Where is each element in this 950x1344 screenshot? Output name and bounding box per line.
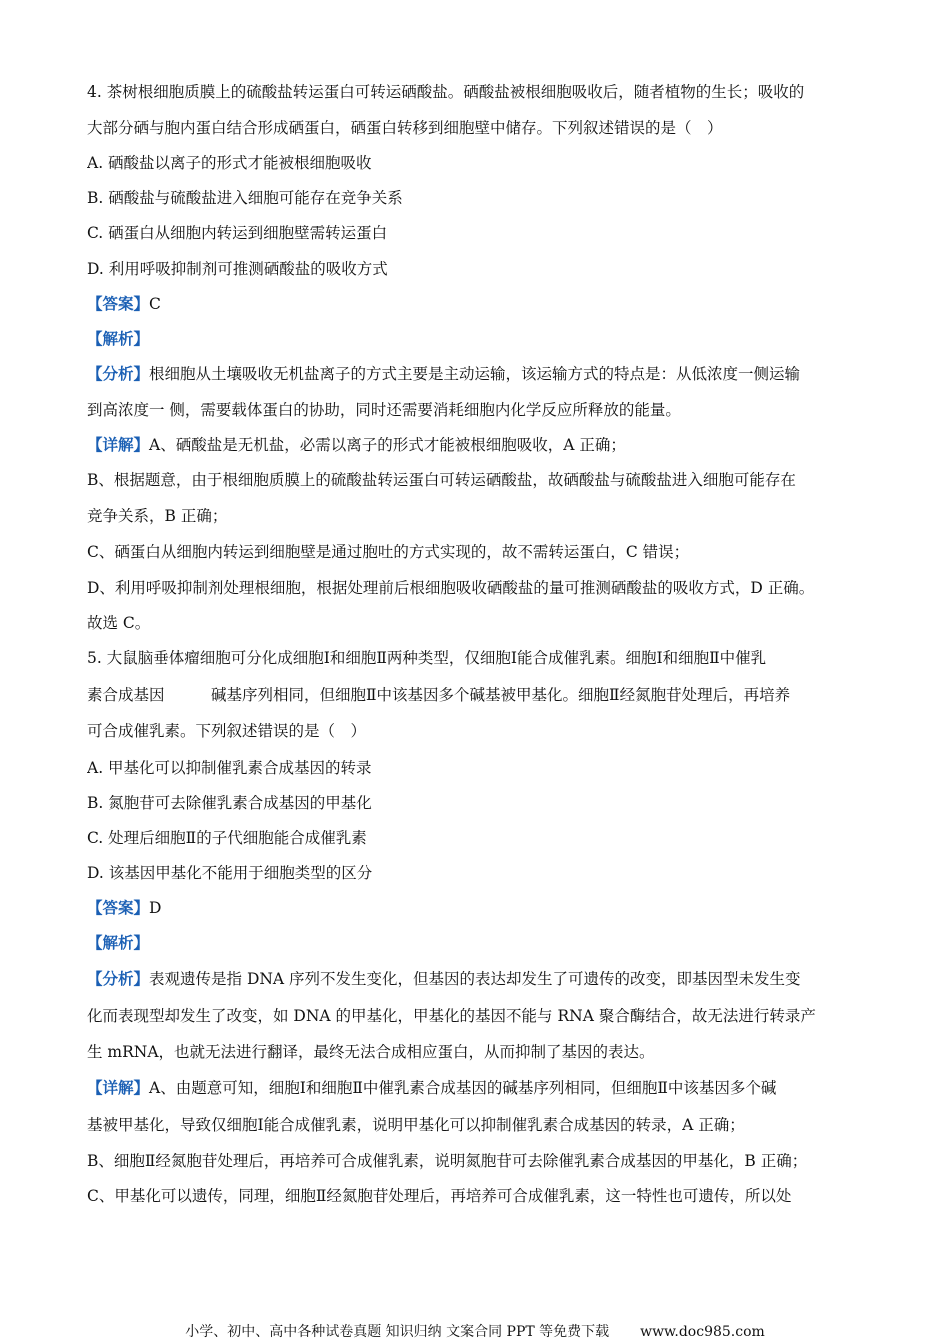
analysis-tag: 【解析】 — [87, 933, 150, 952]
q5-option-c: C. 处理后细胞Ⅱ的子代细胞能合成催乳素 — [87, 829, 367, 847]
q5-answer — [87, 897, 877, 919]
q4-detail-line-3: 竞争关系，B 正确； — [87, 507, 228, 525]
detail-text: A、硒酸盐是无机盐，必需以离子的形式才能被根细胞吸收，A 正确； — [149, 436, 626, 454]
q4-fenxi-line-2: 到高浓度一 侧，需要载体蛋白的协助，同时还需要消耗细胞内化学反应所释放的能量。 — [87, 401, 681, 419]
q4-stem-line-2: 大部分硒与胞内蛋白结合形成硒蛋白，硒蛋白转移到细胞壁中储存。下列叙述错误的是（ ） — [87, 119, 723, 137]
q4-detail-line-4: C、硒蛋白从细胞内转运到细胞壁是通过胞吐的方式实现的，故不需转运蛋白，C 错误； — [87, 543, 690, 561]
analysis-tag: 【解析】 — [87, 329, 150, 348]
q5-detail-line-2: 基被甲基化，导致仅细胞Ⅰ能合成催乳素，说明甲基化可以抑制催乳素合成基因的转录，A 正确； — [87, 1116, 745, 1134]
q4-conclusion: 故选 C。 — [87, 614, 151, 632]
q4-option-d: D. 利用呼吸抑制剂可推测硒酸盐的吸收方式 — [87, 260, 388, 278]
q4-fenxi-line-1 — [87, 363, 877, 385]
q4-option-c: C. 硒蛋白从细胞内转运到细胞壁需转运蛋白 — [87, 224, 388, 242]
xiangjie-tag: 【详解】 — [87, 1078, 150, 1097]
q5-stem-line-1: 5. 大鼠脑垂体瘤细胞可分化成细胞Ⅰ和细胞Ⅱ两种类型，仅细胞Ⅰ能合成催乳素。细胞Ⅰ和细胞Ⅱ中催乳 — [87, 649, 767, 667]
answer-tag: 【答案】 — [87, 898, 150, 917]
q4-answer — [87, 293, 877, 315]
q4-stem-line-1: 4. 茶树根细胞质膜上的硫酸盐转运蛋白可转运硒酸盐。硒酸盐被根细胞吸收后，随者植物的生长；吸收的 — [87, 83, 805, 101]
footer-text: 小学、初中、高中各种试卷真题 知识归纳 文案合同 PPT 等免费下载 — [185, 1324, 610, 1340]
q5-option-b: B. 氮胞苷可去除催乳素合成基因的甲基化 — [87, 794, 372, 812]
q5-fenxi-line-2: 化而表现型却发生了改变，如 DNA 的甲基化，甲基化的基因不能与 RNA 聚合酶结合，故无法进行转录产 — [87, 1007, 816, 1025]
q5-option-a: A. 甲基化可以抑制催乳素合成基因的转录 — [87, 759, 372, 777]
q4-option-b: B. 硒酸盐与硫酸盐进入细胞可能存在竞争关系 — [87, 189, 403, 207]
answer-tag: 【答案】 — [87, 294, 150, 313]
q5-detail-line-4: C、甲基化可以遗传，同理，细胞Ⅱ经氮胞苷处理后，再培养可合成催乳素，这一特性也可遗传，所以处 — [87, 1187, 792, 1205]
q5-stem-line-3: 可合成催乳素。下列叙述错误的是（ ） — [87, 722, 367, 740]
q5-stem-line-2: 素合成基因 碱基序列相同，但细胞Ⅱ中该基因多个碱基被甲基化。细胞Ⅱ经氮胞苷处理后，再培养 — [87, 686, 791, 704]
q5-jiexi — [87, 932, 877, 954]
xiangjie-tag: 【详解】 — [87, 435, 150, 454]
page-footer — [0, 1322, 950, 1342]
q4-option-a: A. 硒酸盐以离子的形式才能被根细胞吸收 — [87, 154, 372, 172]
footer-link[interactable]: www.doc985.com — [640, 1324, 765, 1340]
q4-detail-line-5: D、利用呼吸抑制剂处理根细胞，根据处理前后根细胞吸收硒酸盐的量可推测硒酸盐的吸收方式，D 正确。 — [87, 579, 815, 597]
answer-value: C — [149, 295, 161, 313]
q4-detail-line-2: B、根据题意，由于根细胞质膜上的硫酸盐转运蛋白可转运硒酸盐，故硒酸盐与硫酸盐进入细胞可能存在 — [87, 471, 796, 489]
q5-detail-line-3: B、细胞Ⅱ经氮胞苷处理后，再培养可合成催乳素，说明氮胞苷可去除催乳素合成基因的甲基化，B 正确； — [87, 1152, 808, 1170]
q5-detail-line-1 — [87, 1077, 877, 1099]
detail-text: A、由题意可知，细胞Ⅰ和细胞Ⅱ中催乳素合成基因的碱基序列相同，但细胞Ⅱ中该基因多个碱 — [149, 1079, 777, 1097]
answer-value: D — [149, 899, 162, 917]
q5-fenxi-line-1 — [87, 968, 877, 990]
fenxi-text: 根细胞从土壤吸收无机盐离子的方式主要是主动运输，该运输方式的特点是：从低浓度一侧运输 — [149, 365, 801, 383]
q4-jiexi — [87, 328, 877, 350]
q5-option-d: D. 该基因甲基化不能用于细胞类型的区分 — [87, 864, 373, 882]
q5-fenxi-line-3: 生 mRNA，也就无法进行翻译，最终无法合成相应蛋白，从而抑制了基因的表达。 — [87, 1043, 655, 1061]
q4-detail-line-1 — [87, 434, 877, 456]
fenxi-tag: 【分析】 — [87, 969, 150, 988]
fenxi-text: 表观遗传是指 DNA 序列不发生变化，但基因的表达却发生了可遗传的改变，即基因型未发生变 — [149, 970, 801, 988]
fenxi-tag: 【分析】 — [87, 364, 150, 383]
